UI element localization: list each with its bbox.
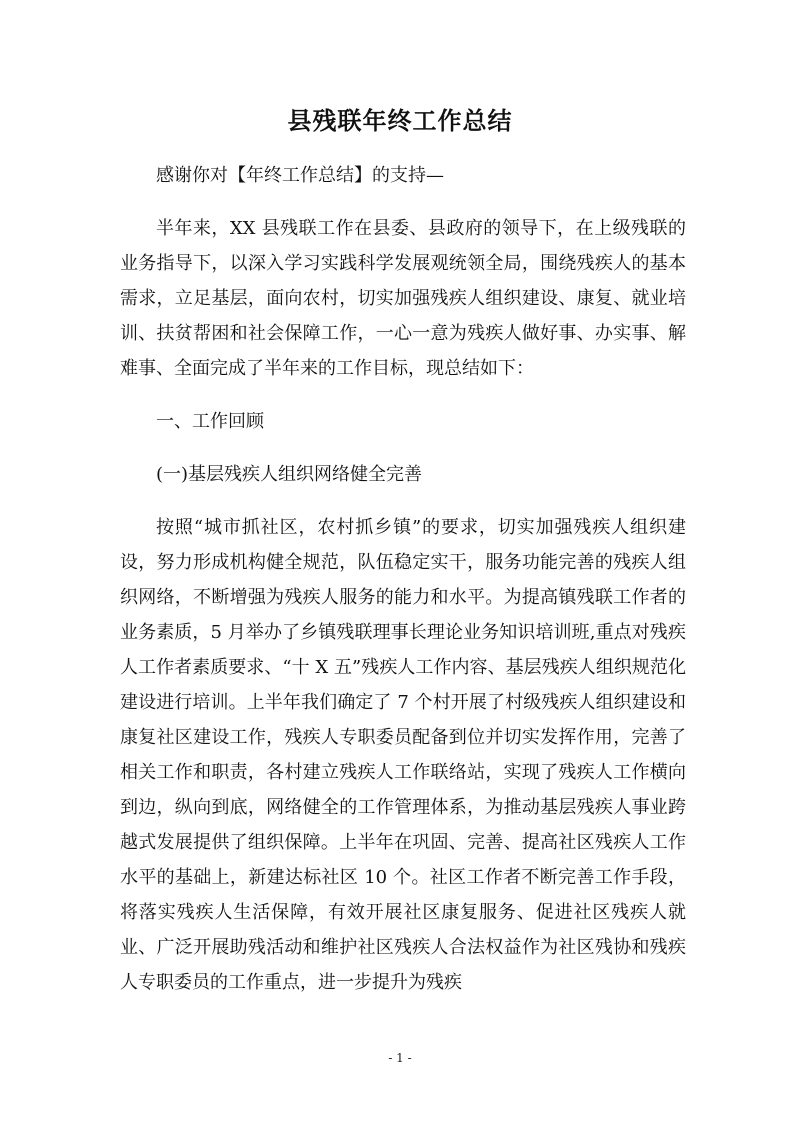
paragraph-thanks: 感谢你对【年终工作总结】的支持— — [156, 165, 444, 186]
page-number: - 1 - — [388, 1051, 412, 1065]
paragraph-intro: 半年来，XX 县残联工作在县委、县政府的领导下，在上级残联的业务指导下，以深入学习实践科学发展观统领全局，围绕残疾人的基本需求，立足基层，面向农村，切实加强残疾人组织建设、康复、就业培训、扶贫帮困和社会保障工作，一心一意为残疾人做好事、办实事、解难事、全面完成了半年来的工作目标，现总结如下： — [120, 218, 686, 379]
heading-work-review: 一、工作回顾 — [156, 411, 264, 432]
subheading-organization: (一)基层残疾人组织网络健全完善 — [156, 464, 423, 485]
document-title: 县残联年终工作总结 — [287, 107, 513, 135]
paragraph-organization-body: 按照“城市抓社区，农村抓乡镇”的要求，切实加强残疾人组织建设，努力形成机构健全规范，队伍稳定实干，服务功能完善的残疾人组织网络，不断增强为残疾人服务的能力和水平。为提高镇残联工作者的业务素质，5 月举办了乡镇残联理事长理论业务知识培训班,重点对残疾人工作者素质要求、“十 X 五”残疾人工作内容、基层残疾人组织规范化建设进行培训。上半年我们确定了 7 个村开展了村级残疾人组织建设和康复社区建设工作，残疾人专职委员配备到位并切实发挥作用，完善了相关工作和职责，各村建立残疾人工作联络站，实现了残疾人工作横向到边，纵向到底，网络健全的工作管理体系，为推动基层残疾人事业跨越式发展提供了组织保障。上半年在巩固、完善、提高社区残疾人工作水平的基础上，新建达标社区 10 个。社区工作者不断完善工作手段，将落实残疾人生活保障，有效开展社区康复服务、促进社区残疾人就业、广泛开展助残活动和维护社区残疾人合法权益作为社区残协和残疾人专职委员的工作重点，进一步提升为残疾 — [120, 517, 686, 993]
document-body — [120, 158, 686, 1000]
